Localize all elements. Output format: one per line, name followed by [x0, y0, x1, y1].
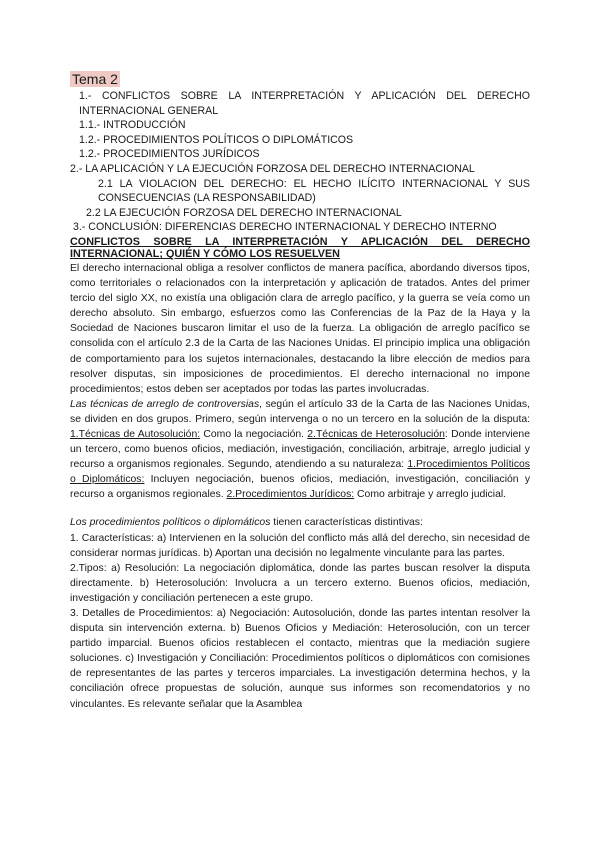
techniques-text-3: : Donde interviene un tercero, como buenos oficios, mediación, investigación, conciliación, arbitraje, arreglo judicial y recurso a organismos regionales. Segundo, atendiendo a su naturaleza: — [70, 428, 530, 471]
political-lead: Los procedimientos políticos o diplomáticos — [70, 517, 271, 529]
techniques-text-1: , según el artículo 33 de la Carta de las Naciones Unidas, se dividen en dos grupos. Primero, según intervenga o no un tercero en la solución de la disputa: — [70, 398, 530, 425]
political-types: 2.Tipos: a) Resolución: La negociación diplomática, donde las partes buscan resolver la disputa directamente. b) Heterosolución: Involucra a un tercero externo. Buenos oficios, mediación, investigación y conciliación pertenecen a este grupo. — [70, 562, 530, 604]
techniques-text-5: Como arbitraje y arreglo judicial. — [354, 489, 507, 501]
toc-item-2-1 — [70, 177, 530, 206]
toc-item-1: 1.- CONFLICTOS SOBRE LA INTERPRETACIÓN Y APLICACIÓN DEL DERECHO INTERNACIONAL GENERAL — [79, 90, 530, 117]
toc-item-1-1: 1.1.- INTRODUCCIÓN — [79, 119, 186, 132]
political-characteristics: 1. Características: a) Intervienen en la solución del conflicto más allá del derecho, sin necesidad de considerar normas jurídicas. b) Aportan una decisión no legalmente vinculante para las partes. — [70, 532, 530, 559]
techniques-paragraph — [70, 397, 530, 503]
political-lead-paragraph — [70, 515, 530, 530]
document-body — [70, 261, 530, 712]
techniques-autosolucion: 1.Técnicas de Autosolución: — [70, 428, 201, 440]
political-lead-rest: tienen características distintivas: — [270, 517, 423, 529]
paragraph-gap — [70, 502, 530, 515]
toc-item-2: 2.- LA APLICACIÓN Y LA EJECUCIÓN FORZOSA DEL DERECHO INTERNACIONAL — [70, 162, 475, 175]
political-details: 3. Detalles de Procedimientos: a) Negociación: Autosolución, donde las partes intentan resolver la disputa sin intervención externa. b) Buenos Oficios y Mediación: Heterosolución, con un tercer partido imparcial. Buenos oficios restablecen el contacto, mientras que la mediación sugiere soluciones. c) Investigación y Conciliación: Procedimientos políticos o diplomáticos con comisiones de representantes de las partes y terceros imparciales. La investigación determina hechos, y la conciliación ofrece propuestas de solución, aunque sus informes son recomendatorios y no vinculantes. Es relevante señalar que la Asamblea — [70, 608, 530, 710]
section-heading: CONFLICTOS SOBRE LA INTERPRETACIÓN Y APLICACIÓN DEL DERECHO INTERNACIONAL; QUIÉN Y CÓMO LOS RESUELVEN — [70, 235, 530, 261]
document-content — [70, 71, 530, 712]
toc-item-1-2b: 1.2.- PROCEDIMIENTOS JURÍDICOS — [79, 148, 260, 161]
toc-item-2-2: 2.2 LA EJECUCIÓN FORZOSA DEL DERECHO INTERNACIONAL — [86, 206, 402, 219]
table-of-contents — [70, 89, 530, 235]
techniques-text-2: Como la negociación. — [200, 428, 308, 440]
techniques-heterosolucion: 2.Técnicas de Heterosolución — [307, 428, 445, 440]
toc-item-3: 3.- CONCLUSIÓN: DIFERENCIAS DERECHO INTERNACIONAL Y DERECHO INTERNO — [73, 221, 497, 234]
techniques-lead: Las técnicas de arreglo de controversias — [70, 398, 260, 410]
techniques-politicos: 1.Procedimientos Políticos o Diplomáticos: — [70, 459, 531, 486]
toc-item-2-1-text: 2.1 LA VIOLACION DEL DERECHO: EL HECHO ILÍCITO INTERNACIONAL Y SUS CONSECUENCIAS (LA RESPONSABILIDAD) — [98, 177, 530, 205]
techniques-text-4: Incluyen negociación, buenos oficios, mediación, investigación, conciliación y recurso a organismos regionales. — [70, 474, 531, 501]
intro-paragraph: El derecho internacional obliga a resolver conflictos de manera pacífica, abordando diversos tipos, como territoriales o relacionados con la interpretación y aplicación de tratados. Antes del primer tercio del siglo XX, no existía una obligación clara de arreglo pacífico, y la guerra se veía como un derecho absoluto. Sin embargo, esfuerzos como las Conferencias de la Paz de la Haya y la Sociedad de Naciones buscaron limitar el uso de la fuerza. La obligación de arreglo pacífico se consolida con el artículo 2.3 de la Carta de las Naciones Unidas. El principio implica una obligación de comportamiento para los sujetos internacionales, destacando la libre elección de medios para resolver disputas, sin imposiciones de procedimientos. El derecho internacional no impone procedimientos; estos deben ser aceptados por todas las partes involucradas. — [70, 262, 530, 395]
techniques-juridicos: 2.Procedimientos Jurídicos: — [226, 489, 355, 501]
page-title: Tema 2 — [72, 71, 118, 87]
toc-item-1-2a: 1.2.- PROCEDIMIENTOS POLÍTICOS O DIPLOMÁTICOS — [79, 133, 354, 146]
